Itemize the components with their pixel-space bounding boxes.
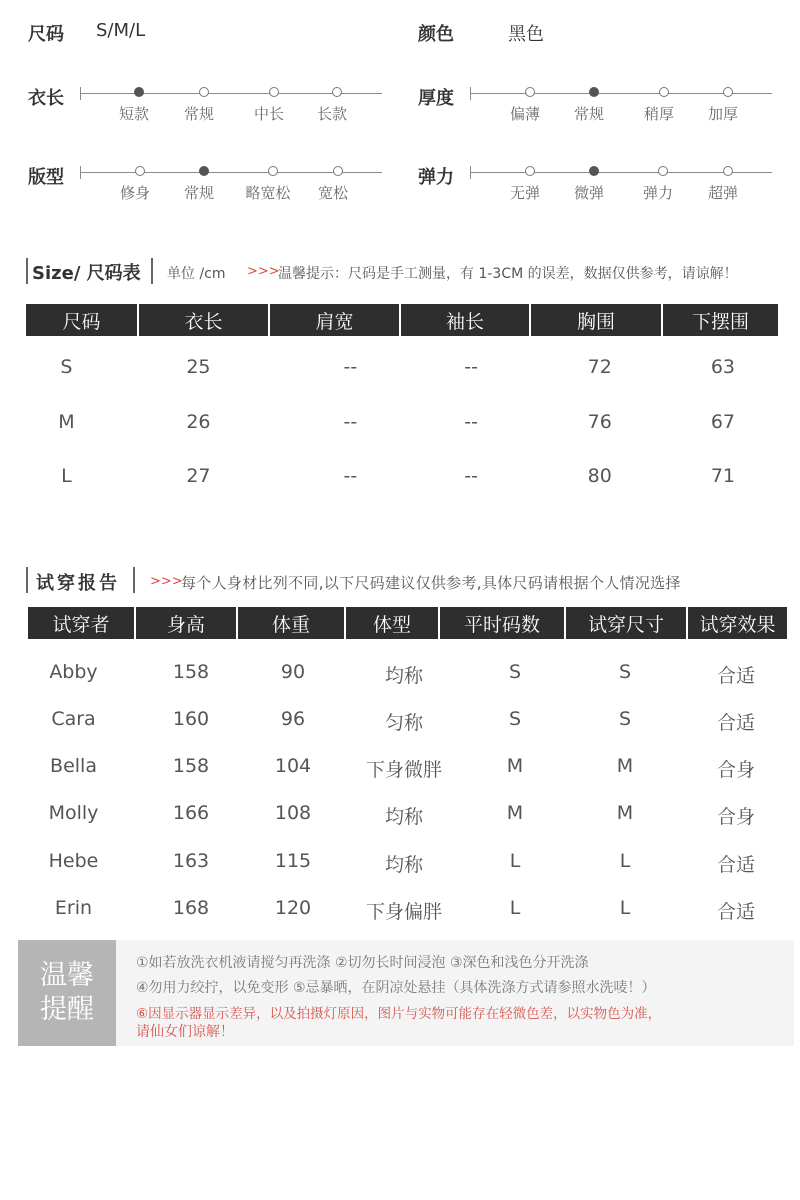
- size-value: S/M/L: [96, 20, 146, 41]
- tip-line: ④勿用力绞拧，以免变形 ⑤忌暴晒，在阴凉处悬挂（具体洗涤方式请参照水洗唛！）: [136, 980, 656, 996]
- section-bar: [151, 258, 153, 284]
- table-cell: 67: [710, 411, 736, 433]
- scale-option: 微弹: [573, 184, 604, 202]
- scale-dot: [269, 87, 279, 97]
- table-cell: --: [343, 411, 358, 433]
- table-row: [26, 465, 778, 487]
- table-cell: 76: [587, 411, 612, 433]
- table-cell: S: [508, 661, 522, 683]
- table-cell: L: [61, 465, 72, 487]
- table-cell: 26: [186, 411, 211, 433]
- scale-option: 超弹: [707, 184, 738, 202]
- table-cell: 90: [280, 661, 306, 683]
- table-cell: 96: [280, 708, 306, 730]
- scale-option: 加厚: [707, 105, 738, 123]
- section-bar: [26, 258, 28, 284]
- scale-dot-selected: [199, 166, 209, 176]
- scale-option: 常规: [573, 105, 604, 123]
- size-table-header: [26, 304, 778, 336]
- table-cell: 158: [172, 755, 210, 777]
- thickness-label: 厚度: [418, 88, 454, 109]
- scale-option: 短款: [118, 105, 149, 123]
- table-cell: 匀称: [384, 712, 423, 734]
- tips-badge-line2: 提醒: [40, 994, 94, 1025]
- column-header: 试穿者: [28, 607, 136, 639]
- size-table-note: 温馨提示：尺码是手工测量，有 1-3CM 的误差，数据仅供参考，请谅解！: [278, 266, 738, 282]
- table-cell: 均称: [384, 854, 423, 876]
- size-table-unit: 单位 /cm: [167, 266, 226, 282]
- table-cell: S: [618, 661, 632, 683]
- scale-dot: [268, 166, 278, 176]
- fit-report-title: 试穿报告: [36, 573, 120, 594]
- column-header: 试穿效果: [699, 613, 776, 636]
- scale-dot: [199, 87, 209, 97]
- table-cell: M: [58, 411, 75, 433]
- fit-report-note: 每个人身材比列不同,以下尺码建议仅供参考,具体尺码请根据个人情况选择: [181, 574, 681, 592]
- table-cell: --: [343, 356, 358, 378]
- table-cell: L: [509, 850, 521, 872]
- table-cell: 71: [710, 465, 736, 487]
- table-cell: 108: [274, 802, 312, 824]
- color-value: 黑色: [508, 24, 544, 45]
- table-cell: 合身: [716, 806, 755, 828]
- arrow-marker: >>>: [150, 574, 183, 589]
- column-header: 袖长: [401, 304, 531, 336]
- scale-option: 长款: [316, 105, 347, 123]
- table-cell: Cara: [51, 708, 96, 730]
- tip-line-warning: 请仙女们谅解！: [136, 1024, 234, 1040]
- scale-option: 稍厚: [643, 105, 674, 123]
- fit-label: 版型: [28, 167, 64, 188]
- table-cell: 合适: [716, 665, 755, 687]
- table-cell: 120: [274, 897, 312, 919]
- length-label: 衣长: [28, 88, 64, 109]
- table-row: [26, 356, 778, 378]
- scale-dot: [659, 87, 669, 97]
- scale-option: 常规: [183, 184, 214, 202]
- table-cell: 均称: [384, 665, 423, 687]
- column-header: 肩宽: [270, 304, 401, 336]
- table-cell: Hebe: [48, 850, 99, 872]
- table-cell: S: [618, 708, 632, 730]
- table-cell: 下身偏胖: [365, 901, 442, 923]
- table-cell: M: [616, 755, 634, 777]
- length-scale: [80, 83, 382, 133]
- table-cell: --: [464, 411, 478, 433]
- table-cell: 104: [274, 755, 312, 777]
- elasticity-label: 弹力: [418, 167, 454, 188]
- table-cell: 25: [186, 356, 211, 378]
- table-cell: S: [60, 356, 73, 378]
- table-cell: 合适: [716, 854, 755, 876]
- column-header: 衣长: [139, 304, 270, 336]
- arrow-marker: >>>: [247, 264, 280, 279]
- fit-table-header: [28, 607, 787, 639]
- fit-scale: [80, 162, 382, 212]
- scale-dot: [658, 166, 668, 176]
- scale-option: 常规: [183, 105, 214, 123]
- table-row: [28, 661, 787, 688]
- column-header: 胸围: [531, 304, 663, 336]
- table-cell: 115: [274, 850, 312, 872]
- table-cell: L: [619, 897, 631, 919]
- tips-badge-line1: 温馨: [40, 960, 94, 991]
- elasticity-scale: [470, 162, 772, 212]
- scale-dot: [135, 166, 145, 176]
- column-header: 下摆围: [691, 310, 749, 333]
- scale-dot-selected: [589, 166, 599, 176]
- tips-badge: [18, 940, 116, 1046]
- scale-dot: [333, 166, 343, 176]
- table-cell: 下身微胖: [365, 759, 442, 781]
- section-bar: [26, 567, 28, 593]
- scale-dot: [525, 87, 535, 97]
- column-header: 试穿尺寸: [566, 607, 688, 639]
- table-row: [28, 802, 787, 829]
- thickness-scale: [470, 83, 772, 133]
- table-cell: 72: [587, 356, 612, 378]
- column-header: 平时码数: [440, 607, 566, 639]
- table-cell: 158: [172, 661, 210, 683]
- scale-dot: [723, 166, 733, 176]
- care-tips-box: [18, 940, 794, 1046]
- table-cell: 合身: [716, 759, 755, 781]
- table-cell: S: [508, 708, 522, 730]
- table-row: [28, 755, 787, 782]
- scale-option: 中长: [253, 105, 284, 123]
- table-cell: 63: [710, 356, 736, 378]
- column-header: 尺码: [26, 304, 139, 336]
- table-cell: 160: [172, 708, 210, 730]
- scale-dot-selected: [589, 87, 599, 97]
- table-cell: M: [506, 802, 524, 824]
- table-row: [28, 850, 787, 877]
- table-cell: --: [343, 465, 358, 487]
- color-label: 颜色: [418, 24, 454, 45]
- table-cell: L: [619, 850, 631, 872]
- table-cell: 均称: [384, 806, 423, 828]
- table-row: [28, 708, 787, 735]
- table-cell: 27: [186, 465, 211, 487]
- table-cell: 168: [172, 897, 210, 919]
- scale-option: 弹力: [642, 184, 673, 202]
- size-table-title: Size/ 尺码表: [32, 263, 141, 284]
- table-cell: 80: [587, 465, 612, 487]
- table-cell: L: [509, 897, 521, 919]
- column-header: 体重: [238, 607, 346, 639]
- table-cell: M: [616, 802, 634, 824]
- tip-line: ①如若放洗衣机液请搅匀再洗涤 ②切勿长时间浸泡 ③深色和浅色分开洗涤: [136, 955, 589, 971]
- size-label: 尺码: [28, 24, 64, 45]
- table-cell: 166: [172, 802, 210, 824]
- table-cell: M: [506, 755, 524, 777]
- tip-line-warning: ⑥因显示器显示差异，以及拍摄灯原因，图片与实物可能存在轻微色差，以实物色为准，: [136, 1006, 662, 1022]
- scale-option: 修身: [119, 184, 150, 202]
- scale-option: 略宽松: [245, 184, 291, 202]
- table-cell: --: [464, 465, 478, 487]
- scale-option: 宽松: [317, 184, 348, 202]
- table-row: [26, 411, 778, 433]
- section-bar: [133, 567, 135, 593]
- scale-dot: [723, 87, 733, 97]
- scale-dot: [525, 166, 535, 176]
- table-cell: Bella: [50, 755, 97, 777]
- scale-option: 偏薄: [509, 105, 540, 123]
- table-cell: 合适: [716, 712, 755, 734]
- scale-dot: [332, 87, 342, 97]
- table-cell: Erin: [54, 897, 93, 919]
- column-header: 身高: [136, 607, 238, 639]
- table-cell: Abby: [49, 661, 98, 683]
- column-header: 体型: [346, 607, 440, 639]
- scale-option: 无弹: [509, 184, 540, 202]
- table-row: [28, 897, 787, 924]
- table-cell: Molly: [48, 802, 99, 824]
- table-cell: 合适: [716, 901, 755, 923]
- table-cell: 163: [172, 850, 210, 872]
- scale-dot-selected: [134, 87, 144, 97]
- table-cell: --: [464, 356, 478, 378]
